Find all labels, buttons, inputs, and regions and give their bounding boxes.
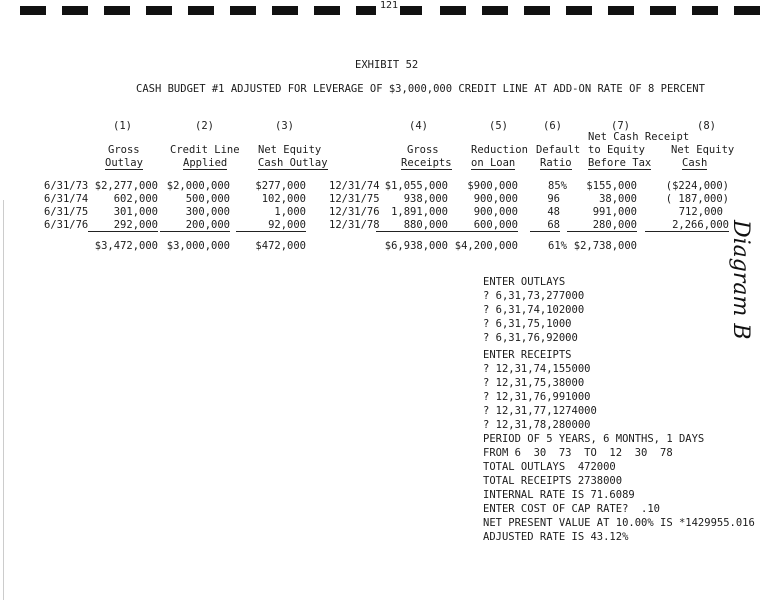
total-gross-outlay: $3,472,000 — [94, 240, 158, 252]
scan-edge — [3, 200, 4, 600]
row-date-receipt: 12/31/78 — [329, 219, 380, 231]
cell-net-equity-cash: 712,000 — [678, 206, 723, 218]
header-c2-line2: Applied — [183, 157, 228, 169]
cell-net-cash-receipt: 280,000 — [567, 220, 637, 232]
result-line: INTERNAL RATE IS 71.6089 — [483, 489, 635, 501]
cell-net-cash-receipt: 991,000 — [592, 206, 637, 218]
cell-net-equity-outlay: 1,000 — [274, 206, 306, 218]
cell-gross-outlay: $2,277,000 — [94, 180, 158, 192]
result-line: FROM 6 30 73 TO 12 30 78 — [483, 447, 673, 459]
receipt-line: ? 12,31,77,1274000 — [483, 405, 597, 417]
cell-credit-line: 500,000 — [185, 193, 230, 205]
result-line: ADJUSTED RATE IS 43.12% — [483, 531, 629, 543]
header-c1-line2: Outlay — [105, 157, 143, 169]
document-title: CASH BUDGET #1 ADJUSTED FOR LEVERAGE OF $3,000,000 CREDIT LINE AT ADD-ON RATE OF 8 PERCENT — [136, 83, 705, 95]
cell-credit-line: 200,000 — [160, 220, 230, 232]
receipt-line: ? 12,31,74,155000 — [483, 363, 591, 375]
cell-net-equity-cash: 2,266,000 — [645, 220, 729, 232]
page-number: 121 — [380, 0, 399, 11]
result-line: TOTAL OUTLAYS 472000 — [483, 461, 616, 473]
cell-net-equity-cash: ( 187,000) — [665, 193, 729, 205]
receipt-line: ? 12,31,76,991000 — [483, 391, 591, 403]
exhibit-label: EXHIBIT 52 — [355, 59, 419, 71]
result-line: ENTER COST OF CAP RATE? .10 — [483, 503, 661, 515]
cell-gross-receipts: 880,000 — [376, 220, 448, 232]
header-c5-line1: Reduction — [471, 144, 528, 156]
cell-default-ratio: 85% — [548, 180, 567, 192]
total-net-cash-receipt: $2,738,000 — [573, 240, 637, 252]
cell-gross-outlay: 301,000 — [113, 206, 158, 218]
total-net-equity-outlay: $472,000 — [255, 240, 306, 252]
result-line: TOTAL RECEIPTS 2738000 — [483, 475, 623, 487]
row-date-receipt: 12/31/75 — [329, 193, 380, 205]
result-line: PERIOD OF 5 YEARS, 6 MONTHS, 1 DAYS — [483, 433, 705, 445]
col-number-3: (3) — [275, 120, 294, 132]
receipt-line: ? 12,31,78,280000 — [483, 419, 591, 431]
row-date-receipt: 12/31/74 — [329, 180, 380, 192]
header-c4-line1: Gross — [407, 144, 439, 156]
receipt-line: ? 12,31,75,38000 — [483, 377, 585, 389]
col-number-2: (2) — [195, 120, 214, 132]
cell-gross-receipts: 1,891,000 — [391, 206, 448, 218]
col-number-4: (4) — [409, 120, 428, 132]
header-c7-line2: to Equity — [588, 144, 645, 156]
outlay-line: ? 6,31,76,92000 — [483, 332, 578, 344]
header-c3-line1: Net Equity — [258, 144, 322, 156]
header-c6-line2: Ratio — [540, 157, 572, 169]
header-c1-line1: Gross — [108, 144, 140, 156]
cell-gross-outlay: 292,000 — [88, 220, 158, 232]
header-c8-line2: Cash — [682, 157, 708, 169]
row-date-outlay: 6/31/73 — [44, 180, 89, 192]
cell-reduction: 900,000 — [473, 206, 518, 218]
cell-credit-line: 300,000 — [185, 206, 230, 218]
cell-default-ratio: 68 — [530, 220, 560, 232]
cell-reduction: 600,000 — [448, 220, 518, 232]
header-c4-line2: Receipts — [401, 157, 452, 169]
cell-reduction: 900,000 — [473, 193, 518, 205]
header-c6-line1: Default — [536, 144, 581, 156]
cell-net-equity-outlay: 92,000 — [236, 220, 306, 232]
header-c3-line2: Cash Outlay — [258, 157, 328, 169]
col-number-5: (5) — [489, 120, 508, 132]
outlay-line: ? 6,31,74,102000 — [483, 304, 585, 316]
cell-gross-receipts: $1,055,000 — [384, 180, 448, 192]
cell-net-equity-outlay: $277,000 — [255, 180, 306, 192]
handwritten-diagram-label: Diagram B — [728, 220, 753, 340]
col-number-6: (6) — [543, 120, 562, 132]
row-date-receipt: 12/31/76 — [329, 206, 380, 218]
header-c7-line3: Before Tax — [588, 157, 652, 169]
cell-gross-receipts: 938,000 — [403, 193, 448, 205]
cell-credit-line: $2,000,000 — [166, 180, 230, 192]
total-reduction: $4,200,000 — [454, 240, 518, 252]
row-date-outlay: 6/31/74 — [44, 193, 89, 205]
outlay-line: ? 6,31,73,277000 — [483, 290, 585, 302]
header-c5-line2: on Loan — [471, 157, 516, 169]
receipts-prompt: ENTER RECEIPTS — [483, 349, 572, 361]
cell-net-cash-receipt: 38,000 — [599, 193, 637, 205]
total-gross-receipts: $6,938,000 — [384, 240, 448, 252]
cell-net-equity-cash: ($224,000) — [665, 180, 729, 192]
row-date-outlay: 6/31/75 — [44, 206, 89, 218]
total-credit-line: $3,000,000 — [166, 240, 230, 252]
header-c7-line1: Net Cash Receipt — [588, 131, 690, 143]
outlay-line: ? 6,31,75,1000 — [483, 318, 572, 330]
col-number-7: (7) — [611, 120, 630, 132]
cell-default-ratio: 48 — [547, 206, 560, 218]
cell-net-equity-outlay: 102,000 — [261, 193, 306, 205]
cell-reduction: $900,000 — [467, 180, 518, 192]
col-number-1: (1) — [113, 120, 132, 132]
result-line: NET PRESENT VALUE AT 10.00% IS *1429955.016 — [483, 517, 755, 529]
row-date-outlay: 6/31/76 — [44, 219, 89, 231]
header-c2-line1: Credit Line — [170, 144, 240, 156]
header-c8-line1: Net Equity — [671, 144, 735, 156]
cell-gross-outlay: 602,000 — [113, 193, 158, 205]
outlays-prompt: ENTER OUTLAYS — [483, 276, 566, 288]
cell-net-cash-receipt: $155,000 — [586, 180, 637, 192]
col-number-8: (8) — [697, 120, 716, 132]
total-default-ratio: 61% — [548, 240, 567, 252]
cell-default-ratio: 96 — [547, 193, 560, 205]
